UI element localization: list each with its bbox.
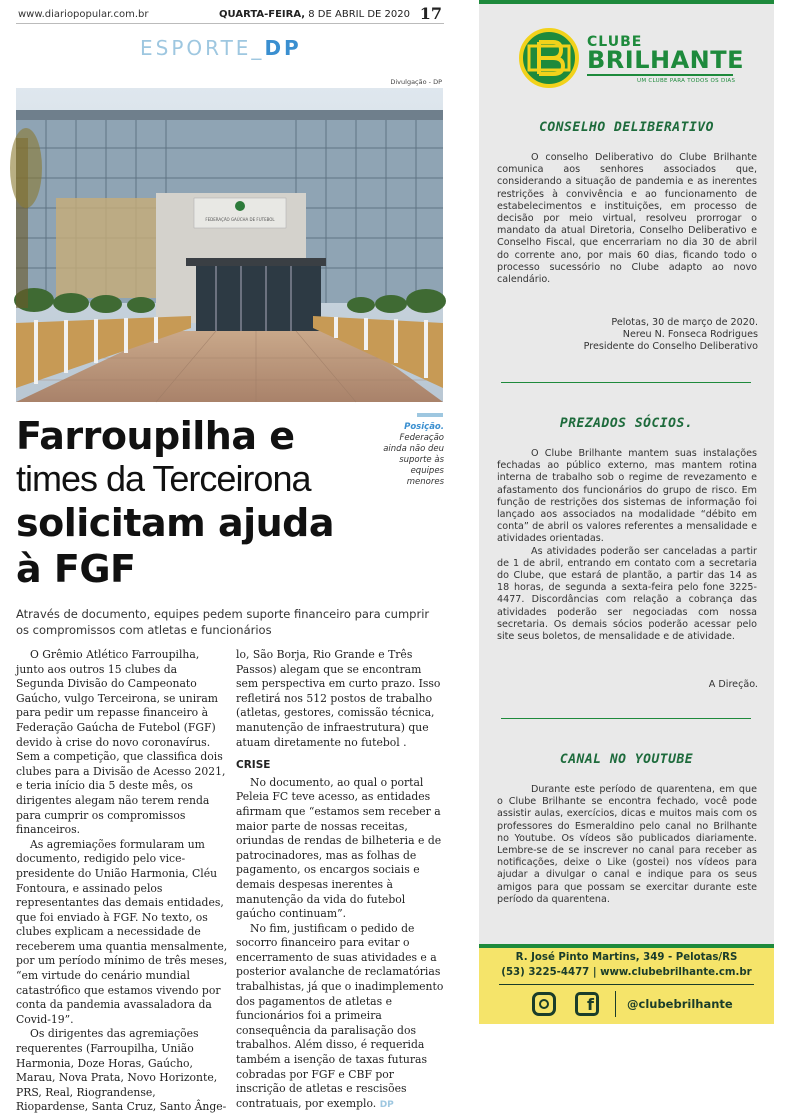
- paragraph: No fim, justificam o pedido de socorro financeiro para evitar o encerramento de suas atividades e a posterior avalanche de reclamatórias trabalhistas, já que o inadimplemento dos pagamentos de atletas e funcionários foi a primeira consequência da paralisação dos trabalhos. Além disso, é requerida também a isenção de taxas futuras cobradas por FGF e CBF por inscrição de atletas e rescisões contratuais, por exemplo. DP: [236, 921, 444, 1110]
- clube-brilhante-ad: [479, 0, 774, 1024]
- caption-accent-bar: [417, 413, 443, 417]
- paragraph: lo, São Borja, Rio Grande e Três Passos) alegam que se encontram sem perspectiva em curto prazo. Isso refletirá nos 512 postos de trabalho (atletas, gestores, comissão técnica, manutenção de infraestrutura) que atuam diretamente no futebol .: [236, 648, 441, 749]
- footer-top-bar: [479, 944, 774, 948]
- facebook-icon[interactable]: f: [575, 992, 599, 1016]
- logo-tagline: UM CLUBE PARA TODOS OS DIAS: [637, 78, 736, 84]
- logo-rule: [587, 74, 733, 76]
- photo-caption: Posição. Federação ainda não deu suporte às equipes menores: [383, 422, 444, 487]
- divider: [501, 718, 751, 719]
- club-monogram-icon: [523, 32, 575, 84]
- club-contact[interactable]: (53) 3225-4477 | www.clubebrilhante.cm.br: [501, 967, 752, 978]
- section-title: ESPORTE_DP: [140, 36, 302, 60]
- paragraph: Os dirigentes das agremiações requerentes (Farroupilha, União Harmonia, Doze Horas, Gaúcho, Marau, Nova Prata, Novo Horizonte, PRS, Real, Riograndense, Riopardense, Santa Cruz, Santo Ânge-: [16, 1027, 227, 1114]
- footer-divider: [499, 984, 754, 985]
- youtube-title: CANAL NO YOUTUBE: [559, 752, 694, 767]
- conselho-signature: Pelotas, 30 de março de 2020. Nereu N. Fonseca Rodrigues Presidente do Conselho Deliberativo: [583, 317, 758, 353]
- conselho-body: O conselho Deliberativo do Clube Brilhante comunica aos senhores associados que, considerando a situação de pandemia e as inerentes restrições à convivência e ao funcionamento de estabelecimentos e instituições, em processo de decisão por meio virtual, resolveu prorrogar o mandato da atual Diretoria, Conselho Deliberativo e Conselho Fiscal, que encerrariam no dia 30 de abril do corrente ano, por mais 60 dias, ficando todo o processo sucessório no Clube adapto ao novo calendário.: [497, 152, 757, 286]
- ad-footer: [479, 944, 774, 1024]
- article-subhead: Através de documento, equipes pedem suporte financeiro para cumprir os compromissos com atletas e funcionários: [16, 607, 430, 637]
- federation-building-image: [16, 88, 443, 402]
- article-column-2: [236, 648, 446, 1112]
- paragraph: As agremiações formularam um documento, redigido pelo vice-presidente do União Harmonia, Cléu Fontoura, e assinado pelos representantes das demais entidades, que foi enviado à FGF. No texto, os clubes explicam a necessidade de receberem uma quantia mensalmente, por um período mínimo de três meses, “em virtude do cenário mundial catastrófico que estamos vivendo por conta da pandemia avassaladora da Covid-19”.: [16, 837, 228, 1026]
- divider: [501, 382, 751, 383]
- photo-credit: Divulgação - DP: [390, 78, 442, 86]
- logo-text-brilhante: BRILHANTE: [587, 46, 745, 74]
- article-headline: Farroupilha e times da Terceirona solicitam ajuda à FGF: [16, 414, 335, 591]
- subheading-crise: CRISE: [236, 759, 271, 772]
- site-url[interactable]: www.diariopopular.com.br: [18, 9, 149, 20]
- club-logo-icon: [519, 28, 579, 88]
- page-header: [16, 4, 444, 24]
- footer-separator: [615, 991, 616, 1017]
- club-address: R. José Pinto Martins, 349 - Pelotas/RS: [515, 952, 738, 963]
- youtube-body: Durante este período de quarentena, em que o Clube Brilhante se encontra fechado, você pode assistir aulas, exercícios, dicas e muitos mais com os professores do Esmeraldino pelo canal no Brilhante no Youtube. Os vídeos são publicados diariamente. Lembre-se de se inscrever no canal para receber as notificações, deixe o Like (gostei) nos vídeos para ajudar a divulgar o canal e indique para os seus amigos para que possam se exercitar durante este período da quarentena.: [497, 784, 757, 905]
- logo-text-clube: CLUBE: [587, 34, 643, 50]
- conselho-title: CONSELHO DELIBERATIVO: [539, 120, 714, 135]
- building-sign: FEDERAÇÃO GAÚCHA DE FUTEBOL: [205, 217, 275, 222]
- article-column-1: [16, 648, 228, 1115]
- instagram-icon[interactable]: [532, 992, 556, 1016]
- prezados-title: PREZADOS SÓCIOS.: [559, 416, 694, 431]
- paragraph: No documento, ao qual o portal Peleia FC teve acesso, as entidades afirmam que “estamos sem receber a maior parte de nossas receitas, oriundas de rendas de bilheteria e de patrocinadores, mas as folhas de pagamento, os encargos sociais e demais despesas inerentes à manutenção da vida do futebol gaúcho continuam”.: [236, 775, 442, 921]
- stadium-photo: [16, 88, 443, 402]
- page-number: 17: [419, 4, 442, 23]
- social-handle[interactable]: @clubebrilhante: [627, 997, 733, 1011]
- prezados-body: O Clube Brilhante mantem suas instalações fechadas ao público externo, mas mantem rotina interna de trabalho sob o regime de revezamento e afastamento dos funcionários do grupo de risco. Em função de restrições dos sistemas de informação foi lançado aos associados na modalidade “débito em conta” de abril os valores referentes a mensalidade e atividades orientadas. As atividades poderão ser canceladas a partir de 1 de abril, entrando em contato com a secretaria do Clube, que estará de plantão, a partir das 14 as 18 horas, de segunda a sexta-feira pelo fone 3225-4477. Discordâncias com relação a cobrança das atividades poderão ser negociadas com nossa secretaria. Os demais sócios poderão acessar pelo site seus boletos, de mensalidade e de atividade.: [497, 448, 757, 643]
- edition-date: QUARTA-FEIRA, 8 DE ABRIL DE 2020: [219, 9, 410, 20]
- end-mark: DP: [379, 1099, 394, 1110]
- prezados-signature: A Direção.: [708, 679, 758, 690]
- paragraph: O Grêmio Atlético Farroupilha, junto aos outros 15 clubes da Segunda Divisão do Campeonato Gaúcho, vulgo Terceirona, se uniram para pedir um repasse financeiro à Federação Gaúcha de Futebol (FGF) devido à crise do novo coronavírus. Sem a competição, que classifica dois clubes para a Divisão de Acesso 2021, e teria início dia 5 deste mês, os dirigentes alegam não terem renda para cumprir os compromissos financeiros.: [16, 648, 226, 837]
- ad-top-bar: [479, 0, 774, 4]
